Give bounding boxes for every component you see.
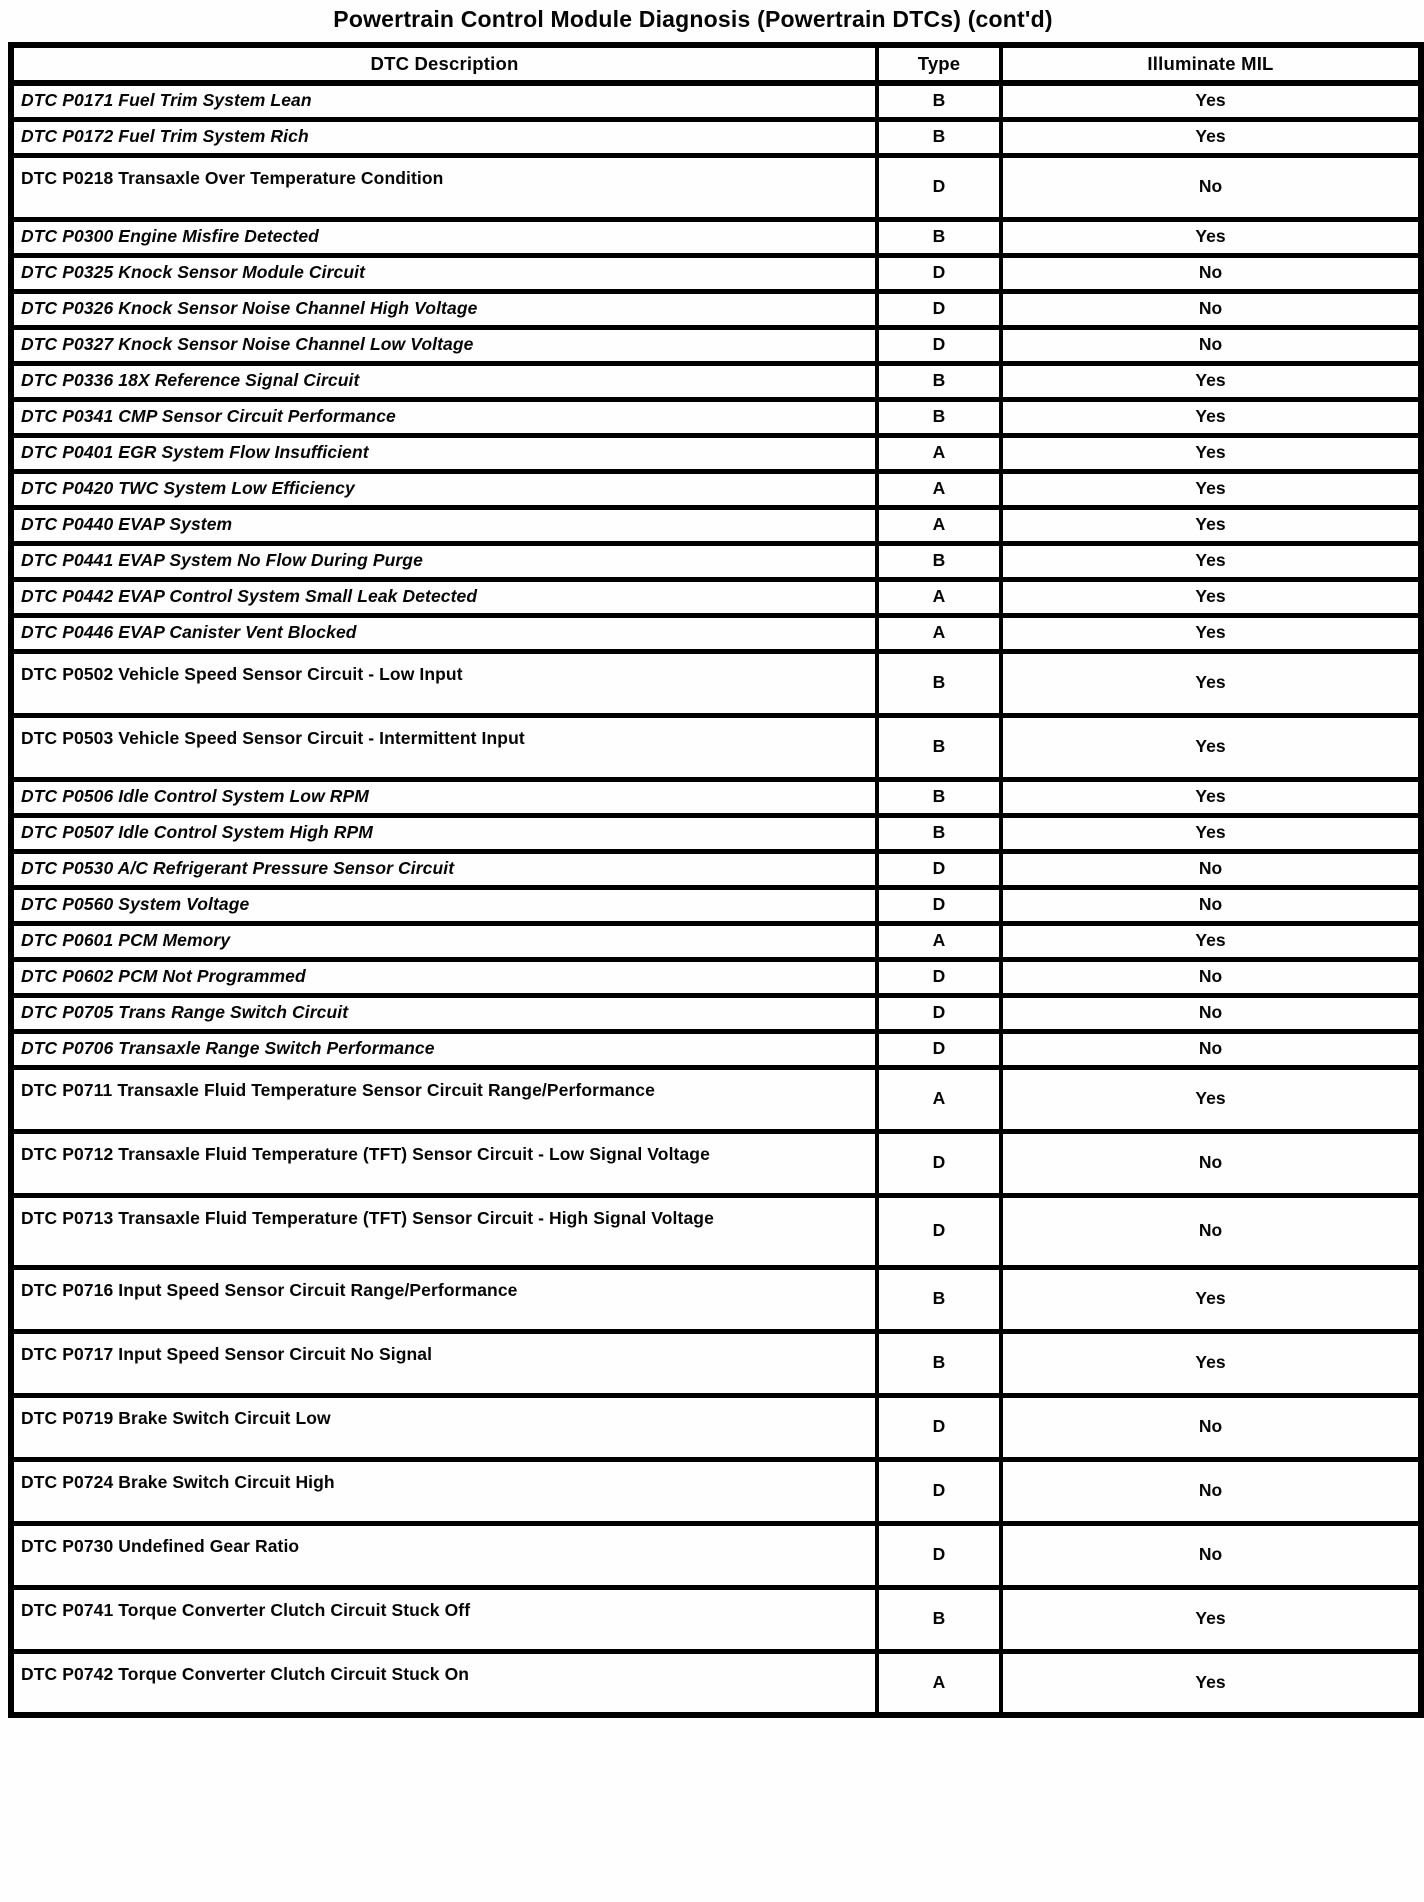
dtc-type-cell: D xyxy=(877,1031,1001,1067)
illuminate-mil-cell: Yes xyxy=(1001,1267,1421,1331)
dtc-description-text: DTC P0712 Transaxle Fluid Temperature (TFT) Sensor Circuit - Low Signal Voltage xyxy=(21,1143,710,1164)
col-header-illuminate-mil: Illuminate MIL xyxy=(1001,45,1421,83)
illuminate-mil-cell: No xyxy=(1001,291,1421,327)
dtc-description-cell xyxy=(11,219,877,255)
dtc-type-cell: B xyxy=(877,1587,1001,1651)
illuminate-mil-cell: Yes xyxy=(1001,651,1421,715)
dtc-description-text: DTC P0719 Brake Switch Circuit Low xyxy=(21,1407,331,1428)
dtc-description-text: DTC P0326 Knock Sensor Noise Channel High Voltage xyxy=(21,298,478,319)
dtc-type-cell: D xyxy=(877,1195,1001,1267)
dtc-description-cell xyxy=(11,435,877,471)
dtc-description-cell xyxy=(11,651,877,715)
table-row xyxy=(11,815,1421,851)
table-row xyxy=(11,1331,1421,1395)
dtc-description-text: DTC P0713 Transaxle Fluid Temperature (TFT) Sensor Circuit - High Signal Voltage xyxy=(21,1207,714,1228)
dtc-description-cell xyxy=(11,959,877,995)
dtc-description-text: DTC P0530 A/C Refrigerant Pressure Sensor Circuit xyxy=(21,858,455,879)
table-row xyxy=(11,715,1421,779)
dtc-description-text: DTC P0560 System Voltage xyxy=(21,894,250,915)
dtc-description-cell xyxy=(11,507,877,543)
table-row xyxy=(11,779,1421,815)
table-row xyxy=(11,923,1421,959)
dtc-type-cell: B xyxy=(877,779,1001,815)
table-row xyxy=(11,83,1421,119)
dtc-description-cell xyxy=(11,1031,877,1067)
dtc-type-cell: D xyxy=(877,327,1001,363)
dtc-description-text: DTC P0601 PCM Memory xyxy=(21,930,231,951)
dtc-description-cell xyxy=(11,83,877,119)
dtc-description-text: DTC P0705 Trans Range Switch Circuit xyxy=(21,1002,349,1023)
dtc-type-cell: A xyxy=(877,1651,1001,1715)
table-row xyxy=(11,851,1421,887)
dtc-type-cell: D xyxy=(877,1523,1001,1587)
dtc-description-cell xyxy=(11,119,877,155)
dtc-description-text: DTC P0502 Vehicle Speed Sensor Circuit - Low Input xyxy=(21,663,463,684)
dtc-description-text: DTC P0442 EVAP Control System Small Leak Detected xyxy=(21,586,478,607)
dtc-description-cell xyxy=(11,1195,877,1267)
dtc-description-text: DTC P0336 18X Reference Signal Circuit xyxy=(21,370,360,391)
col-header-type: Type xyxy=(877,45,1001,83)
dtc-type-cell: D xyxy=(877,1131,1001,1195)
illuminate-mil-cell: Yes xyxy=(1001,615,1421,651)
dtc-description-text: DTC P0401 EGR System Flow Insufficient xyxy=(21,442,369,463)
table-row xyxy=(11,363,1421,399)
dtc-type-cell: B xyxy=(877,815,1001,851)
illuminate-mil-cell: No xyxy=(1001,887,1421,923)
illuminate-mil-cell: No xyxy=(1001,1195,1421,1267)
table-row xyxy=(11,471,1421,507)
dtc-description-text: DTC P0711 Transaxle Fluid Temperature Sensor Circuit Range/Performance xyxy=(21,1079,655,1100)
dtc-description-cell xyxy=(11,779,877,815)
illuminate-mil-cell: No xyxy=(1001,1031,1421,1067)
dtc-description-cell xyxy=(11,615,877,651)
table-row xyxy=(11,1195,1421,1267)
table-row xyxy=(11,155,1421,219)
illuminate-mil-cell: Yes xyxy=(1001,119,1421,155)
dtc-description-text: DTC P0730 Undefined Gear Ratio xyxy=(21,1535,300,1556)
dtc-type-cell: B xyxy=(877,119,1001,155)
illuminate-mil-cell: Yes xyxy=(1001,815,1421,851)
dtc-type-cell: A xyxy=(877,1067,1001,1131)
dtc-description-cell xyxy=(11,1651,877,1715)
dtc-description-text: DTC P0742 Torque Converter Clutch Circuit Stuck On xyxy=(21,1663,470,1684)
dtc-description-cell xyxy=(11,579,877,615)
dtc-description-text: DTC P0506 Idle Control System Low RPM xyxy=(21,786,369,807)
dtc-type-cell: B xyxy=(877,651,1001,715)
dtc-description-cell xyxy=(11,1395,877,1459)
illuminate-mil-cell: Yes xyxy=(1001,219,1421,255)
table-row xyxy=(11,291,1421,327)
dtc-description-text: DTC P0440 EVAP System xyxy=(21,514,233,535)
table-row xyxy=(11,995,1421,1031)
illuminate-mil-cell: Yes xyxy=(1001,435,1421,471)
table-row xyxy=(11,615,1421,651)
dtc-type-cell: D xyxy=(877,255,1001,291)
dtc-diagnosis-table xyxy=(8,42,1424,1718)
col-header-dtc-description: DTC Description xyxy=(11,45,877,83)
dtc-description-cell xyxy=(11,1067,877,1131)
dtc-type-cell: A xyxy=(877,615,1001,651)
table-row xyxy=(11,435,1421,471)
dtc-description-cell xyxy=(11,1587,877,1651)
dtc-type-cell: D xyxy=(877,995,1001,1031)
table-row xyxy=(11,1523,1421,1587)
dtc-description-text: DTC P0325 Knock Sensor Module Circuit xyxy=(21,262,366,283)
dtc-description-text: DTC P0172 Fuel Trim System Rich xyxy=(21,126,309,147)
illuminate-mil-cell: No xyxy=(1001,995,1421,1031)
illuminate-mil-cell: Yes xyxy=(1001,507,1421,543)
dtc-type-cell: D xyxy=(877,1395,1001,1459)
illuminate-mil-cell: Yes xyxy=(1001,1651,1421,1715)
dtc-description-cell xyxy=(11,923,877,959)
dtc-description-text: DTC P0716 Input Speed Sensor Circuit Range/Performance xyxy=(21,1279,518,1300)
table-row xyxy=(11,219,1421,255)
dtc-description-cell xyxy=(11,399,877,435)
illuminate-mil-cell: Yes xyxy=(1001,1067,1421,1131)
illuminate-mil-cell: No xyxy=(1001,327,1421,363)
dtc-description-text: DTC P0717 Input Speed Sensor Circuit No Signal xyxy=(21,1343,433,1364)
illuminate-mil-cell: No xyxy=(1001,1523,1421,1587)
table-row xyxy=(11,255,1421,291)
illuminate-mil-cell: Yes xyxy=(1001,471,1421,507)
dtc-type-cell: B xyxy=(877,363,1001,399)
dtc-description-text: DTC P0446 EVAP Canister Vent Blocked xyxy=(21,622,357,643)
table-row xyxy=(11,507,1421,543)
table-header-row xyxy=(11,45,1421,83)
table-row xyxy=(11,1031,1421,1067)
dtc-description-cell xyxy=(11,1523,877,1587)
dtc-description-cell xyxy=(11,291,877,327)
illuminate-mil-cell: Yes xyxy=(1001,83,1421,119)
illuminate-mil-cell: Yes xyxy=(1001,779,1421,815)
dtc-type-cell: A xyxy=(877,435,1001,471)
dtc-type-cell: D xyxy=(877,959,1001,995)
dtc-type-cell: D xyxy=(877,291,1001,327)
dtc-type-cell: A xyxy=(877,923,1001,959)
illuminate-mil-cell: No xyxy=(1001,155,1421,219)
table-row xyxy=(11,543,1421,579)
dtc-description-cell xyxy=(11,155,877,219)
illuminate-mil-cell: No xyxy=(1001,959,1421,995)
dtc-description-text: DTC P0724 Brake Switch Circuit High xyxy=(21,1471,335,1492)
dtc-description-text: DTC P0503 Vehicle Speed Sensor Circuit - Intermittent Input xyxy=(21,727,525,748)
dtc-description-cell xyxy=(11,1459,877,1523)
dtc-description-cell xyxy=(11,887,877,923)
table-row xyxy=(11,887,1421,923)
dtc-description-cell xyxy=(11,715,877,779)
dtc-description-cell xyxy=(11,1331,877,1395)
dtc-description-cell xyxy=(11,851,877,887)
dtc-description-cell xyxy=(11,815,877,851)
illuminate-mil-cell: Yes xyxy=(1001,1331,1421,1395)
dtc-type-cell: B xyxy=(877,543,1001,579)
illuminate-mil-cell: No xyxy=(1001,255,1421,291)
dtc-type-cell: B xyxy=(877,715,1001,779)
table-row xyxy=(11,651,1421,715)
table-row xyxy=(11,327,1421,363)
dtc-description-text: DTC P0507 Idle Control System High RPM xyxy=(21,822,373,843)
illuminate-mil-cell: No xyxy=(1001,851,1421,887)
dtc-type-cell: B xyxy=(877,219,1001,255)
table-row xyxy=(11,1395,1421,1459)
table-row xyxy=(11,1587,1421,1651)
dtc-description-cell xyxy=(11,327,877,363)
illuminate-mil-cell: Yes xyxy=(1001,363,1421,399)
dtc-description-text: DTC P0420 TWC System Low Efficiency xyxy=(21,478,355,499)
dtc-description-text: DTC P0706 Transaxle Range Switch Performance xyxy=(21,1038,435,1059)
table-row xyxy=(11,579,1421,615)
dtc-description-cell xyxy=(11,995,877,1031)
dtc-description-cell xyxy=(11,1131,877,1195)
table-body xyxy=(11,83,1421,1715)
table-row xyxy=(11,1267,1421,1331)
table-row xyxy=(11,1459,1421,1523)
table-row xyxy=(11,1067,1421,1131)
dtc-description-text: DTC P0441 EVAP System No Flow During Purge xyxy=(21,550,423,571)
illuminate-mil-cell: No xyxy=(1001,1395,1421,1459)
dtc-type-cell: D xyxy=(877,887,1001,923)
dtc-type-cell: D xyxy=(877,851,1001,887)
page-title: Powertrain Control Module Diagnosis (Powertrain DTCs) (cont'd) xyxy=(333,6,1053,32)
dtc-description-cell xyxy=(11,255,877,291)
dtc-type-cell: A xyxy=(877,507,1001,543)
illuminate-mil-cell: No xyxy=(1001,1459,1421,1523)
dtc-type-cell: D xyxy=(877,1459,1001,1523)
table-row xyxy=(11,1131,1421,1195)
illuminate-mil-cell: Yes xyxy=(1001,923,1421,959)
illuminate-mil-cell: Yes xyxy=(1001,399,1421,435)
dtc-type-cell: A xyxy=(877,579,1001,615)
table-row xyxy=(11,1651,1421,1715)
dtc-description-cell xyxy=(11,1267,877,1331)
dtc-type-cell: B xyxy=(877,1331,1001,1395)
dtc-description-text: DTC P0327 Knock Sensor Noise Channel Low Voltage xyxy=(21,334,474,355)
table-row xyxy=(11,119,1421,155)
dtc-description-text: DTC P0341 CMP Sensor Circuit Performance xyxy=(21,406,396,427)
dtc-type-cell: B xyxy=(877,399,1001,435)
dtc-description-cell xyxy=(11,471,877,507)
dtc-description-text: DTC P0741 Torque Converter Clutch Circuit Stuck Off xyxy=(21,1599,471,1620)
dtc-type-cell: D xyxy=(877,155,1001,219)
dtc-description-text: DTC P0300 Engine Misfire Detected xyxy=(21,226,319,247)
table-row xyxy=(11,959,1421,995)
dtc-description-text: DTC P0171 Fuel Trim System Lean xyxy=(21,90,312,111)
illuminate-mil-cell: Yes xyxy=(1001,579,1421,615)
dtc-description-text: DTC P0218 Transaxle Over Temperature Condition xyxy=(21,167,444,188)
illuminate-mil-cell: Yes xyxy=(1001,543,1421,579)
illuminate-mil-cell: Yes xyxy=(1001,715,1421,779)
dtc-type-cell: A xyxy=(877,471,1001,507)
dtc-type-cell: B xyxy=(877,1267,1001,1331)
dtc-description-cell xyxy=(11,543,877,579)
dtc-description-text: DTC P0602 PCM Not Programmed xyxy=(21,966,306,987)
dtc-type-cell: B xyxy=(877,83,1001,119)
illuminate-mil-cell: Yes xyxy=(1001,1587,1421,1651)
dtc-description-cell xyxy=(11,363,877,399)
table-row xyxy=(11,399,1421,435)
illuminate-mil-cell: No xyxy=(1001,1131,1421,1195)
